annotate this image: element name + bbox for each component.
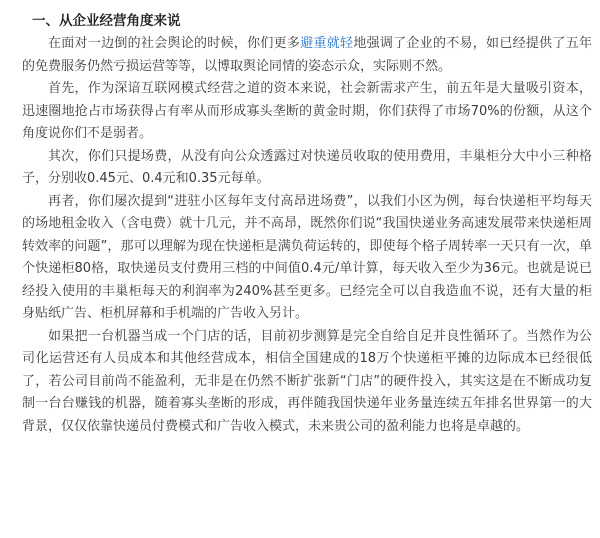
paragraph-1-text-before: 在面对一边倒的社会舆论的时候，你们更多 [48, 36, 301, 51]
paragraph-1 [22, 33, 592, 78]
paragraph-1-text-after: 地强调了企业的不易，如已经提供了五年的免费服务仍然亏损运营等等，以博取舆论同情的姿态示众，实际则不然。 [22, 36, 592, 74]
section-heading: 一、从企业经营角度来说 [32, 13, 181, 29]
paragraph-4: 再者，你们屡次提到“进驻小区每年支付高昂进场费”，以我们小区为例，每台快递柜平均每天的场地租金收入（含电费）就十几元，并不高昂，既然你们说“我国快递业务高速发展带来快递柜周转效率的问题”，那可以理解为现在快递柜是满负荷运转的，即使每个格子周转率一天只有一次，单个快递柜80格，取快递员支付费用三档的中间值0.4元/单计算，每天收入至少为36元。也就是说已经投入使用的丰巢柜每天的利润率为240%甚至更多。已经完全可以自我造血不说，还有大量的柜身贴纸广告、柜机屏幕和手机端的广告收入另计。 [22, 193, 592, 321]
paragraph-2: 首先，作为深谙互联网模式经营之道的资本来说，社会新需求产生，前五年是大量吸引资本，迅速圈地抢占市场获得占有率从而形成寡头垄断的黄金时期，你们获得了市场70%的份额，从这个角度说你们不是弱者。 [22, 81, 592, 141]
paragraph-3: 其次，你们只提场费，从没有向公众透露过对快递员收取的使用费用，丰巢柜分大中小三种格子，分别收0.45元、0.4元和0.35元每单。 [22, 148, 592, 186]
avoid-issue-link[interactable]: 避重就轻 [300, 36, 354, 51]
paragraph-5: 如果把一台机器当成一个门店的话，目前初步测算是完全自给自足并良性循环了。当然作为公司化运营还有人员成本和其他经营成本，相信全国建成的18万个快递柜平摊的边际成本已经很低了，若公司目前尚不能盈利，无非是在仍然不断扩张新“门店”的硬件投入，其实这是在不断成功复制一台台赚钱的机器，随着寡头垄断的形成，再伴随我国快递年业务量连续五年排名世界第一的大背景，仅仅依靠快递员付费模式和广告收入模式，未来贵公司的盈利能力也将是卓越的。 [22, 328, 592, 434]
